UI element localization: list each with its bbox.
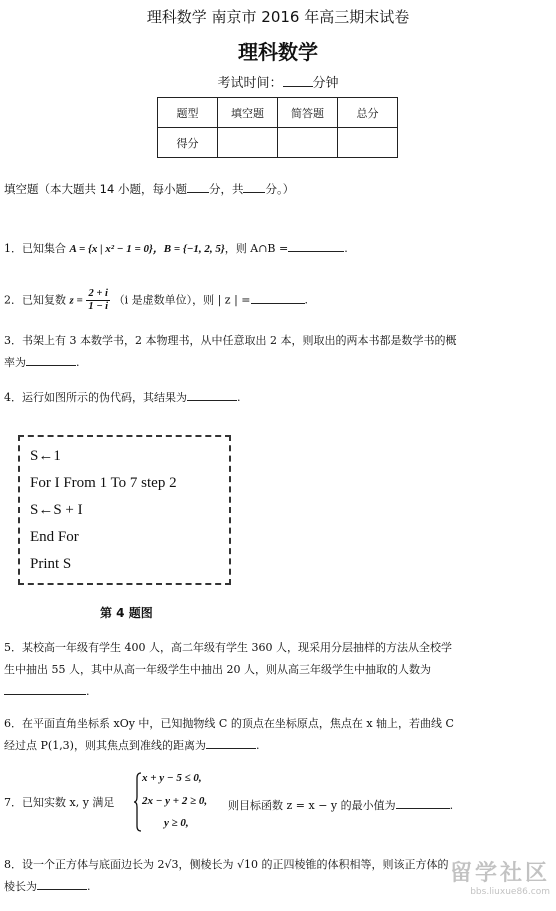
constraint-2: 2x − y + 2 ≥ 0, — [142, 795, 208, 807]
time-blank — [283, 86, 313, 87]
question-5 — [4, 637, 552, 703]
constraint-1: x + y − 5 ≤ 0, — [142, 772, 202, 784]
code-line: S←S + I — [30, 502, 83, 518]
q4-text: 4．运行如图所示的伪代码，其结果为 — [4, 391, 187, 404]
score-cell: 题型 — [158, 98, 218, 128]
question-1 — [4, 238, 552, 260]
time-unit: 分钟 — [312, 76, 339, 91]
score-cell — [218, 128, 278, 158]
q3-end: . — [76, 356, 80, 369]
q8-end: . — [87, 880, 91, 893]
answer-blank — [288, 251, 344, 252]
q5-line3 — [4, 681, 552, 703]
time-label: 考试时间： — [217, 76, 283, 91]
score-cell — [278, 128, 338, 158]
q7-tail-text: 则目标函数 z = x − y 的最小值为 — [228, 799, 396, 812]
q2-denominator: 1 − i — [88, 301, 109, 312]
score-table-header-row — [158, 98, 398, 128]
q2-z: z = — [69, 294, 83, 307]
q2-fraction — [86, 288, 110, 313]
q4-end: . — [237, 391, 241, 404]
constraint-3: y ≥ 0, — [164, 817, 189, 829]
watermark-url: bbs.liuxue86.com — [470, 887, 550, 897]
figure-caption: 第 4 题图 — [100, 606, 153, 620]
score-cell: 填空题 — [218, 98, 278, 128]
score-cell: 总分 — [338, 98, 398, 128]
q6-line1: 6．在平面直角坐标系 xOy 中，已知抛物线 C 的顶点在坐标原点，焦点在 x 轴上，若曲线 C — [4, 717, 454, 730]
q1-tail: ，则 A∩B = — [224, 242, 289, 255]
q2-mid: （i 是虚数单位），则 | z | = — [113, 293, 251, 307]
question-7-tail — [228, 795, 453, 817]
q3-line2-text: 率为 — [4, 356, 26, 369]
answer-blank — [4, 694, 86, 695]
section-blank — [187, 192, 209, 193]
q6-end: . — [255, 739, 260, 752]
code-line: Print S — [30, 556, 72, 572]
answer-blank — [251, 303, 305, 304]
q1-set-a: A = {x | x² − 1 = 0} — [69, 243, 153, 255]
q7-end: . — [449, 799, 454, 812]
exam-time — [0, 72, 556, 91]
score-table-score-row — [158, 128, 398, 158]
section-text: 分，共 — [208, 182, 244, 196]
score-table — [157, 97, 398, 158]
q5-line2: 生中抽出 55 人，其中从高一年级学生中抽出 20 人，则从高三年级学生中抽取的人数为 — [4, 663, 431, 676]
q3-line2 — [4, 352, 552, 374]
section-heading — [4, 181, 294, 197]
q2-prefix: 2．已知复数 — [4, 293, 66, 307]
question-2 — [4, 288, 552, 313]
q1-prefix: 1．已知集合 — [4, 242, 66, 255]
q1-set-b: ，B = {−1, 2, 5} — [152, 243, 225, 255]
q2-numerator: 2 + i — [86, 288, 110, 301]
brace-icon — [134, 772, 142, 832]
score-cell: 简答题 — [278, 98, 338, 128]
section-text: 填空题（本大题共 14 小题，每小题 — [4, 182, 187, 196]
question-7-prefix: 7．已知实数 x, y 满足 — [4, 796, 115, 809]
score-cell: 得分 — [158, 128, 218, 158]
answer-blank — [187, 400, 237, 401]
score-cell — [338, 128, 398, 158]
question-6 — [4, 713, 552, 757]
subject-title: 理科数学 — [238, 40, 318, 64]
answer-blank — [206, 748, 256, 749]
q3-line1: 3．书架上有 3 本数学书，2 本物理书，从中任意取出 2 本，则取出的两本书都是数学书的概 — [4, 334, 457, 347]
q6-line2 — [4, 735, 552, 757]
code-line: S←1 — [30, 448, 61, 464]
q2-end: . — [304, 293, 309, 307]
answer-blank — [396, 808, 450, 809]
q5-line1: 5．某校高一年级有学生 400 人，高二年级有学生 360 人，现采用分层抽样的方法从全校学 — [4, 641, 452, 654]
exam-title: 理科数学 南京市 2016 年高三期末试卷 — [146, 8, 410, 26]
q6-line2-text: 经过点 P(1,3)，则其焦点到准线的距离为 — [4, 739, 206, 752]
answer-blank — [26, 365, 76, 366]
question-3 — [4, 330, 552, 374]
q1-end: . — [344, 242, 348, 255]
code-line: For I From 1 To 7 step 2 — [30, 475, 177, 491]
watermark-logo: 留学社区 — [449, 861, 550, 886]
section-text: 分。） — [265, 182, 295, 196]
question-4 — [4, 387, 552, 409]
answer-blank — [37, 889, 87, 890]
q8-line1: 8．设一个正方体与底面边长为 2√3，侧棱长为 √10 的正四棱锥的体积相等，则该正方体的 — [4, 858, 449, 871]
q5-end: . — [86, 685, 90, 698]
q8-line2-text: 棱长为 — [4, 880, 37, 893]
watermark — [450, 856, 550, 897]
code-line: End For — [30, 529, 79, 545]
section-blank — [243, 192, 265, 193]
